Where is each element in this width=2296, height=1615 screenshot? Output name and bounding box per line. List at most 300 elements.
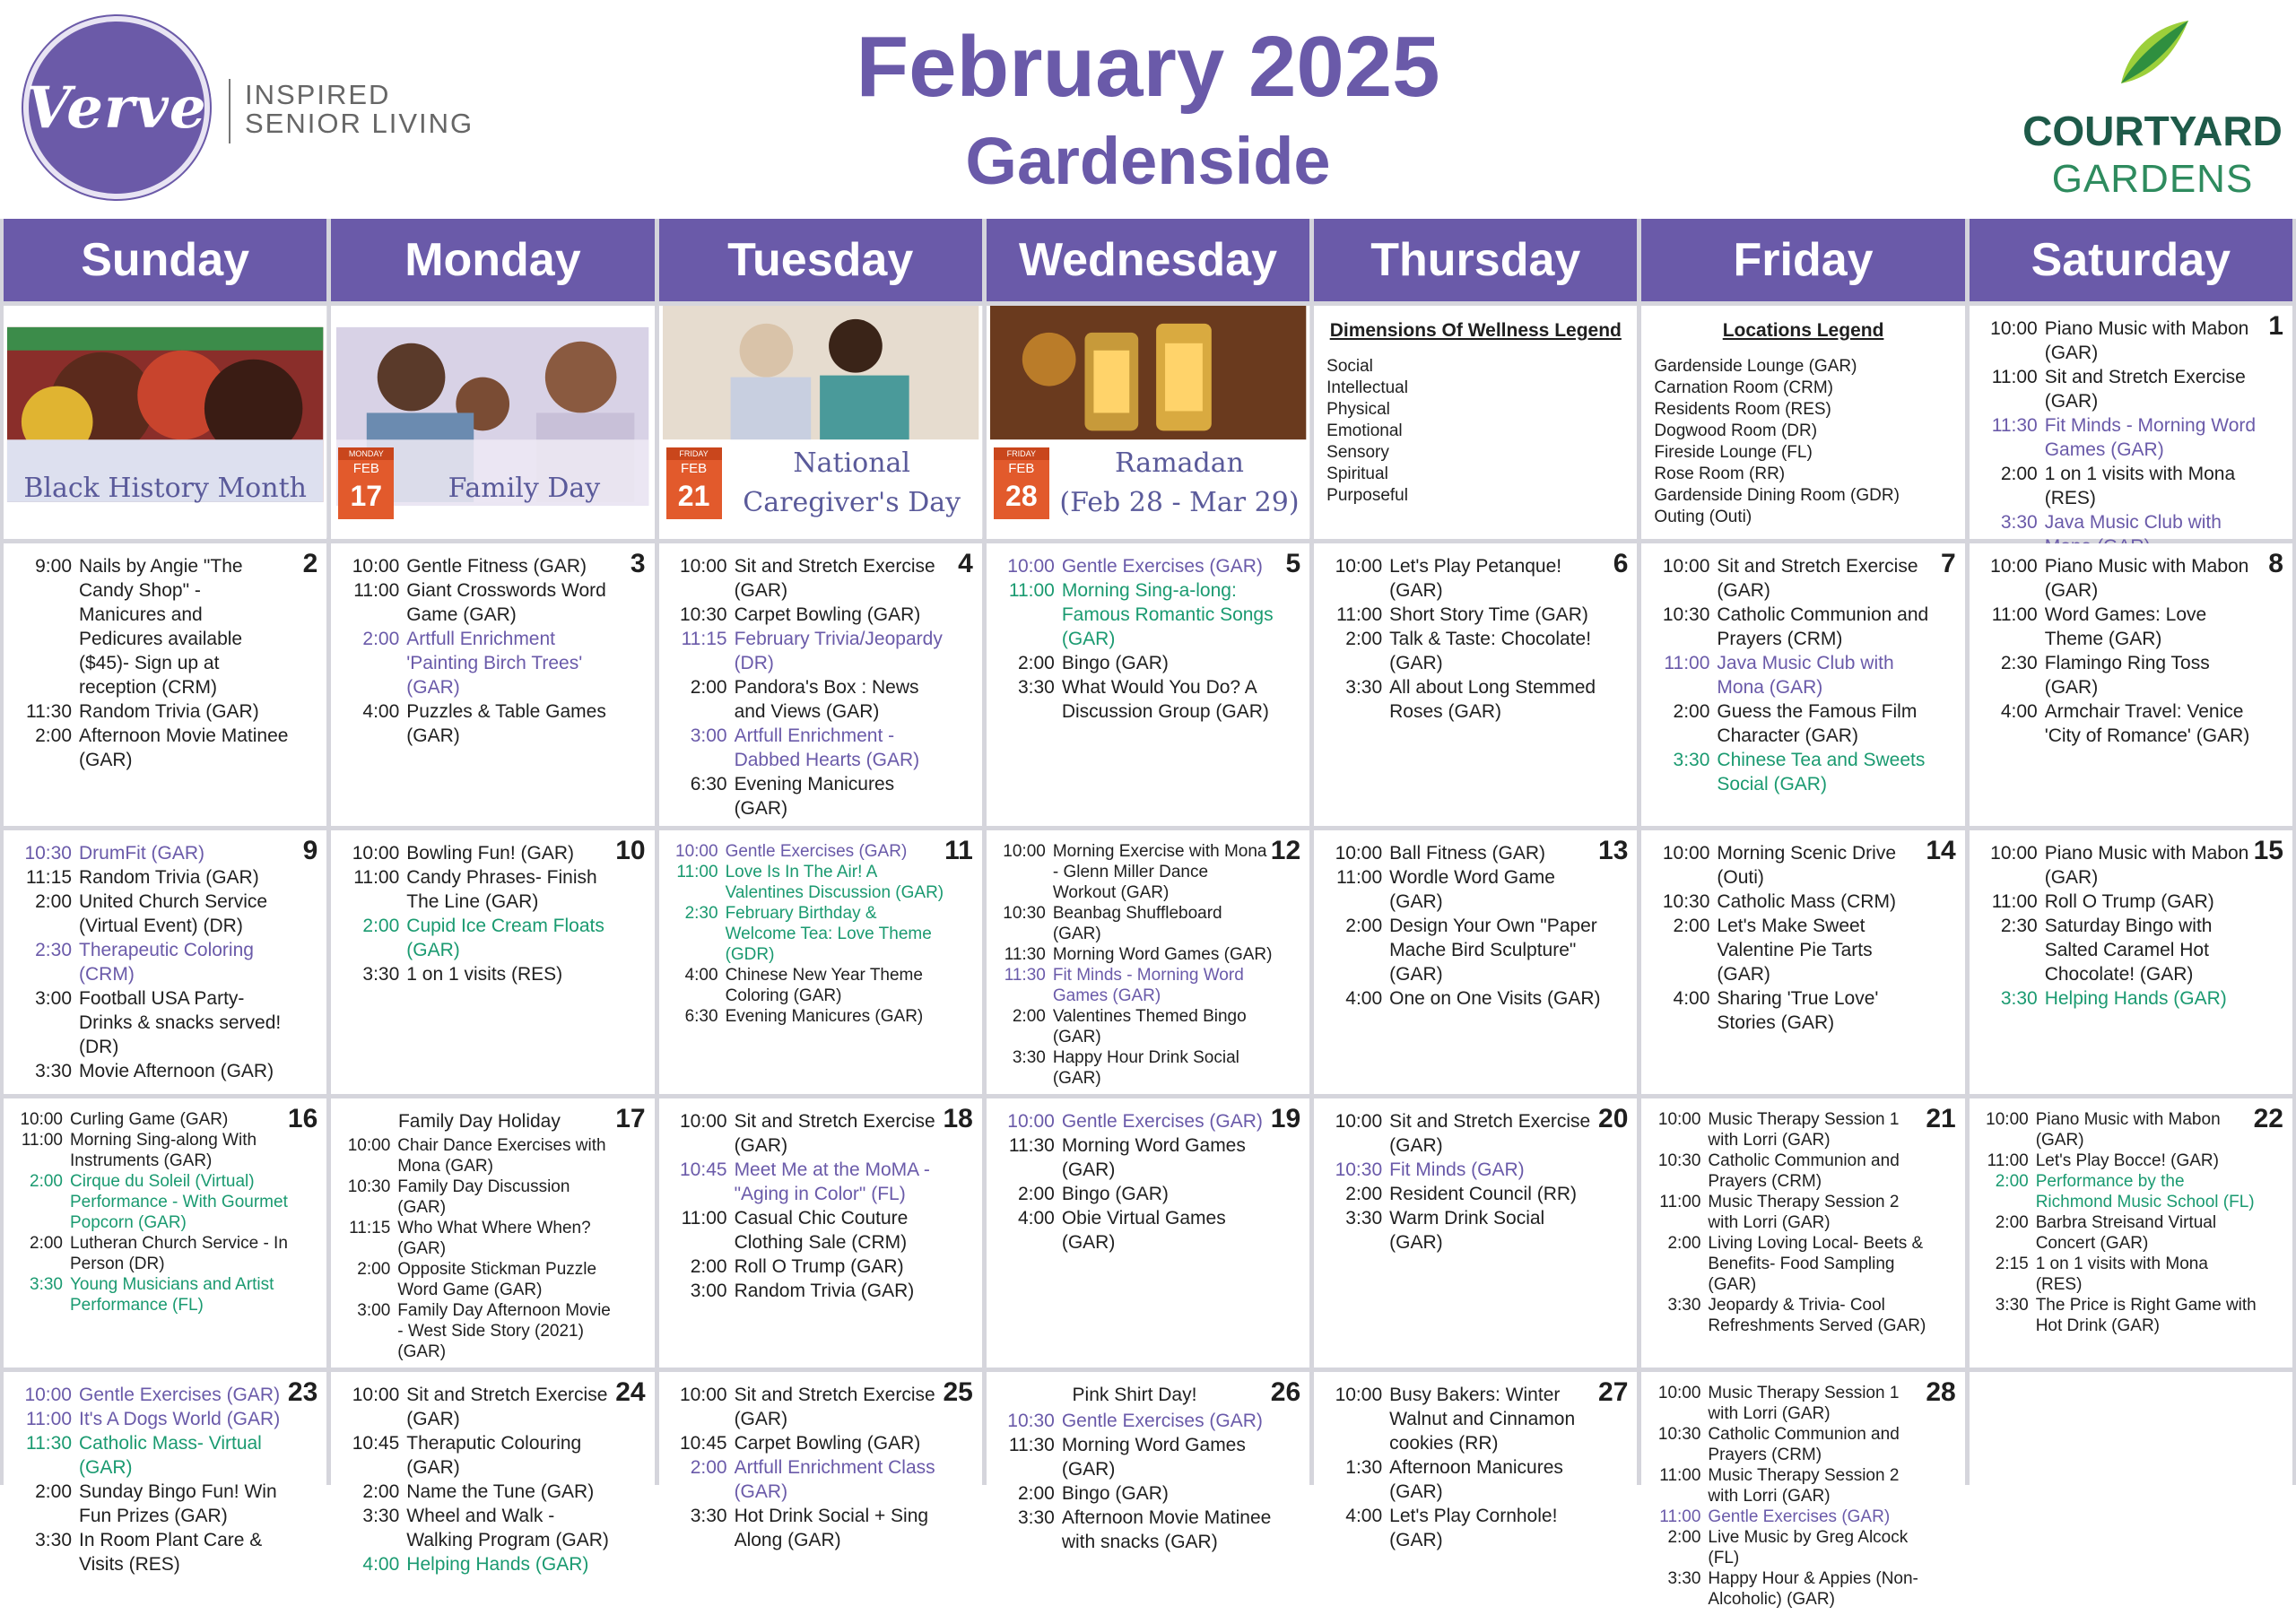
event-time: 10:00 <box>1662 843 1710 864</box>
event-time: 11:00 <box>353 580 400 601</box>
event-item <box>1650 1506 1928 1527</box>
event-item <box>996 944 1274 965</box>
event-title: Piano Music with Mabon (GAR) <box>2044 318 2249 363</box>
day-number: 3 <box>630 549 646 578</box>
day-number: 9 <box>302 836 318 865</box>
event-item <box>1323 627 1601 675</box>
event-title: Jeopardy & Trivia- Cool Refreshments Served (GAR) <box>1708 1296 1926 1335</box>
event-time: 10:45 <box>680 1159 727 1180</box>
event-time: 11:15 <box>26 867 72 888</box>
event-item <box>13 554 291 699</box>
event-list <box>1979 1109 2283 1336</box>
legend-item: Sensory <box>1326 443 1389 462</box>
event-title: Let's Play Cornhole! (GAR) <box>1389 1506 1558 1550</box>
event-time: 9:00 <box>35 556 72 577</box>
event-title: Morning Sing-along With Instruments (GAR) <box>70 1131 257 1170</box>
event-item <box>1979 554 2257 603</box>
legend-item: Residents Room (RES) <box>1654 400 1831 419</box>
event-title: Family Day Afternoon Movie - West Side Story (2021) (GAR) <box>397 1301 611 1361</box>
event-title: Saturday Bingo with Salted Caramel Hot Chocolate! (GAR) <box>2044 916 2213 985</box>
event-list <box>1650 841 1955 1035</box>
event-time: 3:30 <box>362 1506 400 1526</box>
wellness-legend <box>1314 306 1637 539</box>
event-list <box>13 1383 317 1576</box>
event-title: Chinese New Year Theme Coloring (GAR) <box>725 966 923 1005</box>
event-time: 10:00 <box>680 556 727 577</box>
event-title: Morning Word Games (GAR) <box>1061 1435 1246 1480</box>
event-item <box>668 603 946 627</box>
event-item <box>1650 554 1928 603</box>
event-time: 2:00 <box>35 725 72 746</box>
event-title: Let's Make Sweet Valentine Pie Tarts (GAR) <box>1717 916 1873 985</box>
event-time: 11:00 <box>1987 1151 2029 1170</box>
calendar-header <box>0 0 2296 215</box>
day-number: 11 <box>944 836 973 865</box>
event-item <box>340 1383 618 1431</box>
event-title: Morning Scenic Drive (Outi) <box>1717 843 1896 888</box>
event-title: Barbra Streisand Virtual Concert (GAR) <box>2035 1213 2217 1253</box>
legend-title: Dimensions Of Wellness Legend <box>1329 320 1622 341</box>
event-item <box>1979 1212 2257 1254</box>
event-time: 2:00 <box>35 1481 72 1502</box>
event-title: Catholic Mass (CRM) <box>1717 891 1896 912</box>
event-item <box>13 1109 291 1130</box>
day-header-friday: Friday <box>1641 219 1964 301</box>
event-time: 10:30 <box>1003 904 1046 923</box>
event-time: 3:30 <box>30 1275 63 1294</box>
day-cell <box>659 1372 982 1615</box>
event-item <box>1979 651 2257 699</box>
event-title: Happy Hour Drink Social (GAR) <box>1052 1048 1239 1088</box>
ramadan-date-badge: FRIDAY FEB 28 <box>994 447 1049 519</box>
event-title: Artfull Enrichment 'Painting Birch Trees' (GAR) <box>406 629 583 698</box>
event-title: United Church Service (Virtual Event) (DR) <box>79 891 268 936</box>
day-number: 17 <box>615 1104 646 1133</box>
event-item <box>996 1481 1274 1506</box>
event-title: Pandora's Box : News and Views (GAR) <box>734 677 919 722</box>
event-item <box>996 965 1274 1006</box>
legend-item: Social <box>1326 357 1373 376</box>
day-cell <box>331 830 654 1094</box>
event-list <box>1323 554 1628 724</box>
event-item <box>340 865 618 914</box>
gardens-logo-text: GARDENS <box>2051 157 2254 201</box>
event-time: 11:00 <box>353 867 400 888</box>
event-title: Afternoon Movie Matinee (GAR) <box>79 725 289 770</box>
event-item <box>340 1480 618 1504</box>
event-time: 2:00 <box>362 629 400 649</box>
event-title: Wheel and Walk - Walking Program (GAR) <box>406 1506 609 1550</box>
event-time: 11:30 <box>26 1433 72 1454</box>
event-title: Roll O Trump (GAR) <box>2044 891 2214 912</box>
event-time: 2:00 <box>1673 701 1710 722</box>
event-item <box>1650 914 1928 986</box>
event-item <box>668 1109 946 1158</box>
event-title: Name the Tune (GAR) <box>406 1481 595 1502</box>
event-item <box>1979 914 2257 986</box>
event-item <box>996 1133 1274 1182</box>
event-time: 2:00 <box>1345 629 1383 649</box>
event-time: 3:00 <box>690 725 727 746</box>
event-time: 10:00 <box>1990 556 2038 577</box>
day-number: 25 <box>943 1377 973 1407</box>
event-title: Sit and Stretch Exercise (GAR) <box>734 556 935 601</box>
empty-day-cell <box>1970 1372 2292 1615</box>
event-item <box>996 651 1274 675</box>
event-time: 10:00 <box>680 1385 727 1405</box>
event-title: Design Your Own "Paper Mache Bird Sculpture" (GAR) <box>1389 916 1597 985</box>
day-number: 1 <box>2268 311 2283 341</box>
day-cell <box>1314 1098 1637 1368</box>
event-title: Who What Where When? (GAR) <box>397 1219 591 1258</box>
day-number: 15 <box>2253 836 2283 865</box>
event-item <box>996 1047 1274 1089</box>
courtyard-logo-text: COURTYARD <box>2022 108 2283 154</box>
day-number: 18 <box>943 1104 973 1133</box>
event-time: 11:00 <box>1336 867 1383 888</box>
event-title: Music Therapy Session 1 with Lorri (GAR) <box>1708 1110 1900 1150</box>
event-title: Let's Play Petanque! (GAR) <box>1389 556 1562 601</box>
event-item <box>1323 1206 1601 1255</box>
event-item <box>1650 1527 1928 1568</box>
event-item <box>13 1407 291 1431</box>
event-item <box>13 1480 291 1528</box>
day-cell <box>987 830 1309 1094</box>
event-item <box>996 1433 1274 1481</box>
event-time: 11:00 <box>1991 891 2038 912</box>
event-time: 4:00 <box>684 966 718 985</box>
day-cell <box>659 1098 982 1368</box>
event-title: Valentines Themed Bingo (GAR) <box>1052 1007 1247 1046</box>
event-title: Guess the Famous Film Character (GAR) <box>1717 701 1918 746</box>
event-title: February Birthday & Welcome Tea: Love Theme (GDR) <box>725 904 932 964</box>
event-title: Obie Virtual Games (GAR) <box>1061 1208 1226 1253</box>
legend-item: Purposeful <box>1326 486 1408 505</box>
event-item <box>13 938 291 986</box>
event-item <box>668 772 946 821</box>
event-time: 2:00 <box>2000 464 2038 484</box>
event-time: 4:00 <box>1673 988 1710 1009</box>
event-item <box>1323 865 1601 914</box>
legend-title: Locations Legend <box>1722 320 1884 341</box>
event-item <box>1979 1109 2257 1150</box>
day-cell <box>1970 543 2292 826</box>
event-time: 11:30 <box>1008 1435 1055 1455</box>
event-list <box>668 554 973 821</box>
event-time: 10:00 <box>1657 1384 1701 1402</box>
event-time: 10:00 <box>1007 556 1055 577</box>
event-list <box>340 554 645 748</box>
event-time: 10:00 <box>1335 843 1383 864</box>
event-item <box>13 1528 291 1576</box>
event-time: 2:15 <box>1995 1255 2029 1273</box>
event-list <box>13 841 317 1083</box>
event-time: 2:00 <box>690 1256 727 1277</box>
event-list <box>340 1109 645 1362</box>
event-item <box>340 1300 618 1362</box>
event-time: 2:00 <box>362 1481 400 1502</box>
event-list <box>668 841 973 1027</box>
event-item <box>668 1206 946 1255</box>
legend-item: Intellectual <box>1326 378 1408 397</box>
event-item <box>668 675 946 724</box>
event-time: 10:30 <box>1657 1151 1701 1170</box>
event-time: 10:30 <box>1335 1159 1383 1180</box>
event-item <box>340 699 618 748</box>
event-item <box>668 724 946 772</box>
event-time: 2:00 <box>1017 653 1055 673</box>
event-time: 3:30 <box>2000 512 2038 533</box>
day-number: 2 <box>302 549 318 578</box>
event-time: 2:00 <box>35 891 72 912</box>
event-item <box>1650 1295 1928 1336</box>
legend-item: Dogwood Room (DR) <box>1654 421 1818 440</box>
event-title: Bingo (GAR) <box>1061 1483 1169 1504</box>
event-item <box>996 675 1274 724</box>
event-title: Sit and Stretch Exercise (GAR) <box>2044 367 2246 412</box>
event-title: Java Music Club with <box>2044 512 2222 533</box>
event-item <box>340 1552 618 1576</box>
day-cell <box>1970 830 2292 1094</box>
banner-caption: Ramadan (Feb 28 - Mar 29) <box>1059 447 1300 518</box>
event-title: One on One Visits (GAR) <box>1389 988 1601 1009</box>
event-time: 2:00 <box>1995 1172 2029 1191</box>
event-item <box>13 986 291 1059</box>
event-item <box>340 554 618 578</box>
event-title: Helping Hands (GAR) <box>2044 988 2227 1009</box>
legend-item: Emotional <box>1326 421 1403 440</box>
event-item <box>13 699 291 724</box>
event-list <box>13 1109 317 1315</box>
event-time: 11:00 <box>1008 580 1055 601</box>
event-title: Afternoon Manicures (GAR) <box>1389 1457 1563 1502</box>
event-time: 10:30 <box>1007 1411 1055 1431</box>
event-item <box>668 1455 946 1504</box>
event-title: Gentle Exercises (GAR) <box>725 842 908 861</box>
event-time: 11:00 <box>681 1208 727 1229</box>
event-item <box>1979 365 2257 413</box>
event-item <box>668 841 946 862</box>
event-time: 10:00 <box>1986 1110 2029 1129</box>
day-note: Pink Shirt Day! <box>1072 1385 1197 1405</box>
event-time: 2:00 <box>690 677 727 698</box>
legend-item: Outing (Outi) <box>1654 508 1752 526</box>
event-title: Word Games: Love Theme (GAR) <box>2044 604 2207 649</box>
day-cell <box>987 1098 1309 1368</box>
event-time: 10:00 <box>352 843 400 864</box>
event-time: 2:00 <box>362 916 400 936</box>
day-note: Family Day Holiday <box>397 1111 561 1132</box>
event-time: 3:30 <box>35 1061 72 1081</box>
event-time: 2:30 <box>35 940 72 960</box>
event-title: Bingo (GAR) <box>1061 1184 1169 1204</box>
event-item <box>1650 841 1928 890</box>
event-item <box>1323 1455 1601 1504</box>
event-title: Music Therapy Session 2 with Lorri (GAR) <box>1708 1193 1900 1232</box>
caregivers-day-date-badge: FRIDAY FEB 21 <box>666 447 722 519</box>
event-title: Meet Me at the MoMA - "Aging in Color" (FL) <box>734 1159 930 1204</box>
event-title: Live Music by Greg Alcock (FL) <box>1708 1528 1909 1567</box>
event-time: 3:30 <box>1345 677 1383 698</box>
event-title: What Would You Do? A Discussion Group (GAR) <box>1061 677 1269 722</box>
event-time: 10:30 <box>680 604 727 625</box>
event-list <box>340 1383 645 1576</box>
event-time: 4:00 <box>362 701 400 722</box>
event-time: 11:00 <box>26 1409 72 1429</box>
day-number: 14 <box>1926 836 1956 865</box>
event-title: Sit and Stretch Exercise (GAR) <box>1717 556 1918 601</box>
event-list <box>1979 317 2283 559</box>
event-time: 3:00 <box>357 1301 391 1320</box>
day-cell <box>1970 1098 2292 1368</box>
event-item <box>13 865 291 890</box>
event-title: Bowling Fun! (GAR) <box>406 843 575 864</box>
event-title: Casual Chic Couture Clothing Sale (CRM) <box>734 1208 909 1253</box>
event-time: 3:30 <box>1012 1048 1046 1067</box>
day-number: 28 <box>1926 1377 1956 1407</box>
event-title: Candy Phrases- Finish The Line (GAR) <box>406 867 597 912</box>
event-item <box>1323 1109 1601 1158</box>
event-item <box>1323 1182 1601 1206</box>
event-item <box>340 1135 618 1177</box>
event-item <box>1650 1233 1928 1295</box>
event-time: 3:30 <box>1017 677 1055 698</box>
event-item <box>1979 462 2257 510</box>
event-time: 3:30 <box>1667 1296 1701 1315</box>
day-cell <box>331 543 654 826</box>
event-item <box>668 1006 946 1027</box>
event-item <box>340 914 618 962</box>
day-cell <box>1970 306 2292 539</box>
legend-item: Gardenside Dining Room (GDR) <box>1654 486 1900 505</box>
event-time: 11:00 <box>1659 1466 1701 1485</box>
event-title: Beanbag Shuffleboard (GAR) <box>1052 904 1222 943</box>
event-title: Random Trivia (GAR) <box>79 867 259 888</box>
page-subtitle: Gardenside <box>965 124 1331 198</box>
event-item <box>668 1158 946 1206</box>
event-title: Morning Sing-a-long: Famous Romantic Songs (GAR) <box>1061 580 1274 649</box>
event-title: Love Is In The Air! A Valentines Discussion (GAR) <box>725 863 944 902</box>
event-time: 1:30 <box>1345 1457 1383 1478</box>
event-item <box>668 1431 946 1455</box>
event-item <box>1979 413 2257 462</box>
event-time: 3:30 <box>1667 1569 1701 1588</box>
event-title: Wordle Word Game (GAR) <box>1389 867 1555 912</box>
event-item <box>668 554 946 603</box>
event-time: 3:30 <box>1345 1208 1383 1229</box>
event-time: 10:00 <box>1335 1111 1383 1132</box>
day-number: 13 <box>1598 836 1629 865</box>
event-item <box>340 1218 618 1259</box>
event-list <box>1979 841 2283 1011</box>
event-time: 10:30 <box>1657 1425 1701 1444</box>
event-time: 10:45 <box>680 1433 727 1454</box>
event-title: Gentle Exercises (GAR) <box>1061 556 1263 577</box>
event-title: Living Loving Local- Beets & Benefits- Food Sampling (GAR) <box>1708 1234 1924 1294</box>
event-list <box>996 1109 1300 1255</box>
event-item <box>996 554 1274 578</box>
event-title: Giant Crosswords Word Game (GAR) <box>406 580 606 625</box>
event-item <box>1979 1171 2257 1212</box>
event-time: 11:00 <box>676 863 718 881</box>
event-title: Bingo (GAR) <box>1061 653 1169 673</box>
event-title: Morning Word Games (GAR) <box>1061 1135 1246 1180</box>
event-time: 4:00 <box>1345 988 1383 1009</box>
event-time: 10:45 <box>352 1433 400 1454</box>
event-item <box>340 578 618 627</box>
day-cell <box>4 1372 326 1615</box>
event-time: 10:00 <box>1990 318 2038 339</box>
event-list <box>996 1383 1300 1554</box>
event-time: 10:30 <box>24 843 72 864</box>
event-item <box>1650 1109 1928 1150</box>
event-list <box>668 1109 973 1303</box>
event-title: Family Day Discussion (GAR) <box>397 1177 570 1217</box>
event-item <box>668 1383 946 1431</box>
event-item <box>13 1383 291 1407</box>
day-cell <box>1314 830 1637 1094</box>
event-time: 3:00 <box>690 1281 727 1301</box>
event-list <box>1323 1383 1628 1552</box>
event-item <box>1323 841 1601 865</box>
event-item <box>1979 841 2257 890</box>
event-title: Catholic Communion and Prayers (CRM) <box>1708 1151 1900 1191</box>
event-title: Random Trivia (GAR) <box>734 1281 915 1301</box>
event-title: Afternoon Movie Matinee with snacks (GAR) <box>1061 1507 1272 1552</box>
event-list <box>1979 554 2283 748</box>
event-time: 2:00 <box>1017 1483 1055 1504</box>
event-item <box>1650 1150 1928 1192</box>
day-cell <box>659 543 982 826</box>
tagline: INSPIRED SENIOR LIVING <box>245 79 474 139</box>
event-title: Sharing 'True Love' Stories (GAR) <box>1717 988 1879 1033</box>
event-item <box>1979 1254 2257 1295</box>
event-time: 10:00 <box>1657 1110 1701 1129</box>
day-header-monday: Monday <box>331 219 654 301</box>
event-title: Cupid Ice Cream Floats (GAR) <box>406 916 604 960</box>
event-time: 4:00 <box>1345 1506 1383 1526</box>
event-title: Catholic Communion and Prayers (CRM) <box>1708 1425 1900 1464</box>
legend-item: Gardenside Lounge (GAR) <box>1654 357 1857 376</box>
day-cell <box>1641 543 1964 826</box>
event-list <box>1650 1383 1955 1610</box>
event-title: Young Musicians and Artist Performance (FL) <box>70 1275 274 1315</box>
event-item <box>1650 651 1928 699</box>
event-time: 10:00 <box>347 1136 391 1155</box>
event-item <box>1650 1424 1928 1465</box>
day-cell <box>1641 1098 1964 1368</box>
day-cell <box>1641 830 1964 1094</box>
event-item <box>1650 1465 1928 1506</box>
event-item <box>1323 1158 1601 1182</box>
event-time: 2:00 <box>357 1260 391 1279</box>
event-title: All about Long Stemmed Roses (GAR) <box>1389 677 1596 722</box>
event-item <box>1323 554 1601 603</box>
day-number: 20 <box>1598 1104 1629 1133</box>
event-title: Java Music Club with Mona (GAR) <box>1717 653 1894 698</box>
event-item <box>13 1059 291 1083</box>
event-time: 2:30 <box>2000 653 2038 673</box>
event-list <box>996 554 1300 724</box>
banner-caption: Black History Month <box>23 473 307 504</box>
day-number: 26 <box>1270 1377 1301 1407</box>
event-item <box>1650 603 1928 651</box>
event-time: 2:00 <box>1012 1007 1046 1026</box>
event-time: 3:30 <box>2000 988 2038 1009</box>
event-title: Piano Music with Mabon (GAR) <box>2044 843 2249 888</box>
event-time: 10:00 <box>1335 556 1383 577</box>
event-title: Lutheran Church Service - In Person (DR) <box>70 1234 288 1273</box>
